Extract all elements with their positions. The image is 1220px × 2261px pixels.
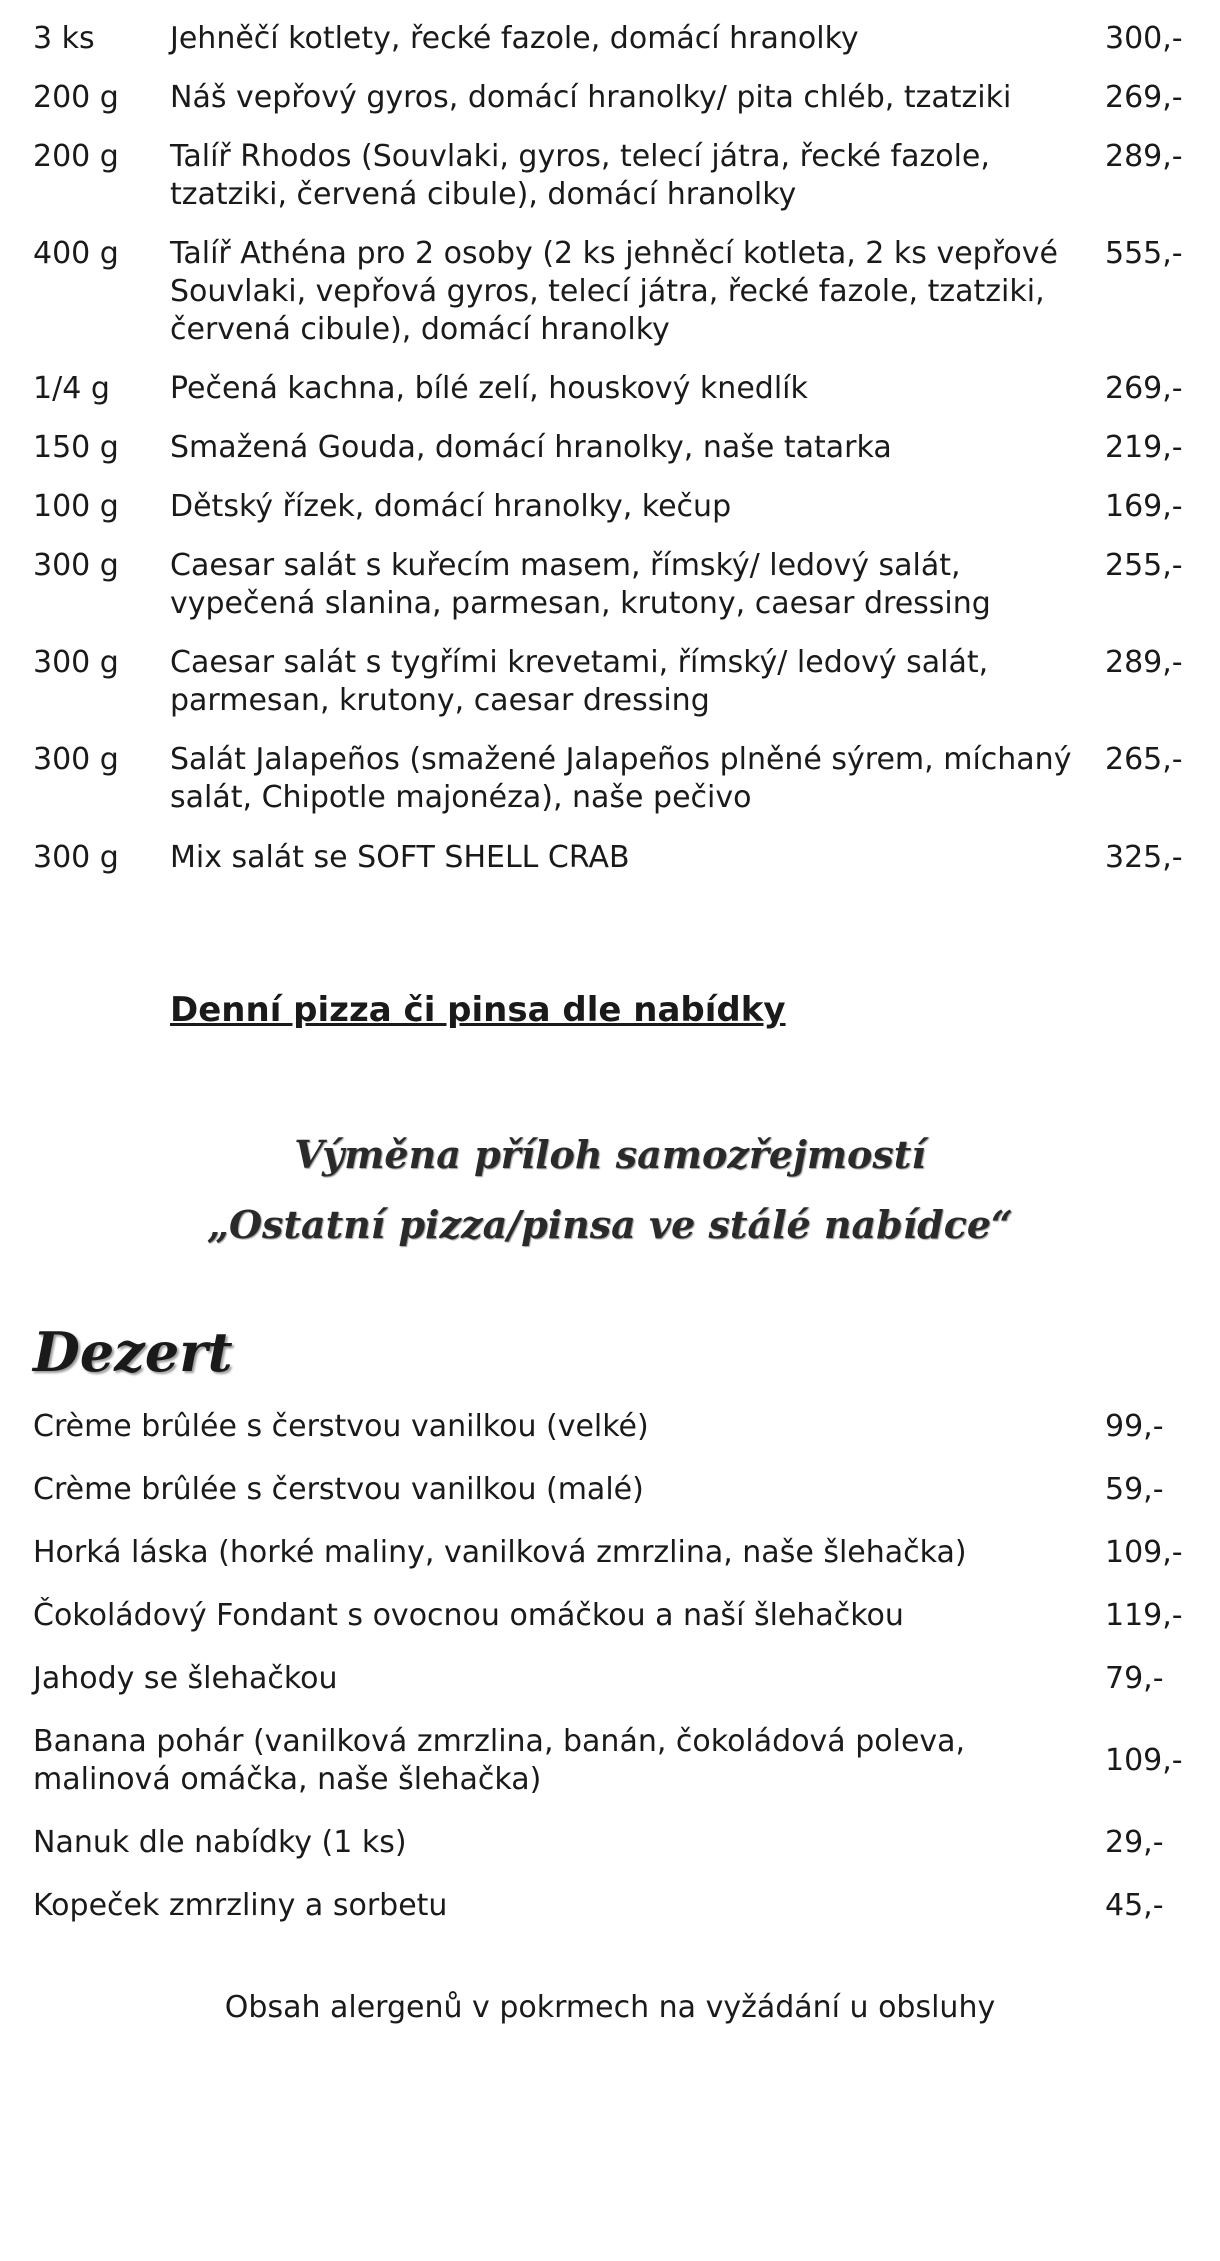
dessert-description: Kopeček zmrzliny a sorbetu [33,1888,448,1923]
item-quantity: 3 ks [33,21,95,56]
item-quantity: 1/4 g [33,371,110,406]
dessert-item [33,1660,1193,1698]
menu-item [33,429,1193,467]
dessert-description: Nanuk dle nabídky (1 ks) [33,1825,407,1860]
dessert-list [33,1408,1193,1950]
item-quantity: 300 g [33,548,119,583]
notice-line-2: „Ostatní pizza/pinsa ve stálé nabídce“ [207,1202,1013,1247]
dessert-description: Banana pohár (vanilková zmrzlina, banán, čokoládová poleva, malinová omáčka, naše šlehačka) [33,1724,966,1797]
item-quantity: 300 g [33,840,119,875]
dessert-description: Horká láska (horké maliny, vanilková zmrzlina, naše šlehačka) [33,1535,967,1570]
item-quantity: 300 g [33,645,119,680]
menu-item [33,370,1193,408]
item-description: Talíř Rhodos (Souvlaki, gyros, telecí játra, řecké fazole, tzatziki, červená cibule), domácí hranolky [170,139,990,212]
notice-line-1: Výměna příloh samozřejmostí [294,1132,926,1177]
item-description: Caesar salát s tygřími krevetami, římský/ ledový salát, parmesan, krutony, caesar dressing [170,645,989,718]
menu-item [33,79,1193,117]
menu-item [33,138,1193,214]
item-quantity: 100 g [33,489,119,524]
menu-item [33,839,1193,877]
dessert-item [33,1887,1193,1925]
dessert-description: Crème brûlée s čerstvou vanilkou (malé) [33,1472,644,1507]
item-price: 289,- [1105,139,1183,174]
item-quantity: 300 g [33,742,119,777]
menu-item [33,741,1193,817]
item-description: Mix salát se SOFT SHELL CRAB [170,840,630,875]
item-description: Dětský řízek, domácí hranolky, kečup [170,489,732,524]
dessert-item [33,1824,1193,1862]
dessert-price: 79,- [1105,1661,1164,1696]
dessert-description: Čokoládový Fondant s ovocnou omáčkou a naší šlehačkou [33,1598,904,1633]
item-price: 289,- [1105,645,1183,680]
menu-item [33,547,1193,623]
dessert-item [33,1534,1193,1572]
allergen-note: Obsah alergenů v pokrmech na vyžádání u obsluhy [224,1990,996,2025]
item-description: Caesar salát s kuřecím masem, římský/ ledový salát, vypečená slanina, parmesan, krutony, caesar dressing [170,548,991,621]
item-price: 269,- [1105,80,1183,115]
dessert-price: 109,- [1105,1743,1183,1778]
item-price: 255,- [1105,548,1183,583]
dessert-price: 119,- [1105,1598,1183,1633]
dessert-item [33,1408,1193,1446]
item-price: 169,- [1105,489,1183,524]
item-description: Talíř Athéna pro 2 osoby (2 ks jehněcí kotleta, 2 ks vepřové Souvlaki, vepřová gyros, telecí játra, řecké fazole, tzatziki, červená cibule), domácí hranolky [170,236,1058,347]
menu-item [33,644,1193,720]
dessert-price: 59,- [1105,1472,1164,1507]
main-dishes-list [33,20,1193,898]
dessert-item [33,1723,1193,1799]
item-price: 300,- [1105,21,1183,56]
dessert-item [33,1597,1193,1635]
dessert-description: Crème brûlée s čerstvou vanilkou (velké) [33,1409,649,1444]
item-quantity: 200 g [33,80,119,115]
dessert-section-title: Dezert [33,1320,233,1384]
item-price: 219,- [1105,430,1183,465]
item-description: Náš vepřový gyros, domácí hranolky/ pita chléb, tzatziki [170,80,1012,115]
dessert-price: 109,- [1105,1535,1183,1570]
item-quantity: 400 g [33,236,119,271]
item-quantity: 200 g [33,139,119,174]
item-description: Smažená Gouda, domácí hranolky, naše tatarka [170,430,892,465]
menu-item [33,235,1193,349]
item-price: 325,- [1105,840,1183,875]
dessert-price: 29,- [1105,1825,1164,1860]
dessert-price: 45,- [1105,1888,1164,1923]
dessert-description: Jahody se šlehačkou [33,1661,338,1696]
item-description: Pečená kachna, bílé zelí, houskový knedlík [170,371,808,406]
side-dish-notice [0,1120,1220,1260]
menu-item [33,20,1193,58]
item-price: 269,- [1105,371,1183,406]
menu-item [33,488,1193,526]
item-price: 265,- [1105,742,1183,777]
dessert-price: 99,- [1105,1409,1164,1444]
item-price: 555,- [1105,236,1183,271]
dessert-item [33,1471,1193,1509]
daily-pizza-heading: Denní pizza či pinsa dle nabídky [170,990,786,1030]
item-description: Jehněčí kotlety, řecké fazole, domácí hranolky [170,21,859,56]
item-description: Salát Jalapeños (smažené Jalapeños plněné sýrem, míchaný salát, Chipotle majonéza), naše pečivo [170,742,1072,815]
item-quantity: 150 g [33,430,119,465]
